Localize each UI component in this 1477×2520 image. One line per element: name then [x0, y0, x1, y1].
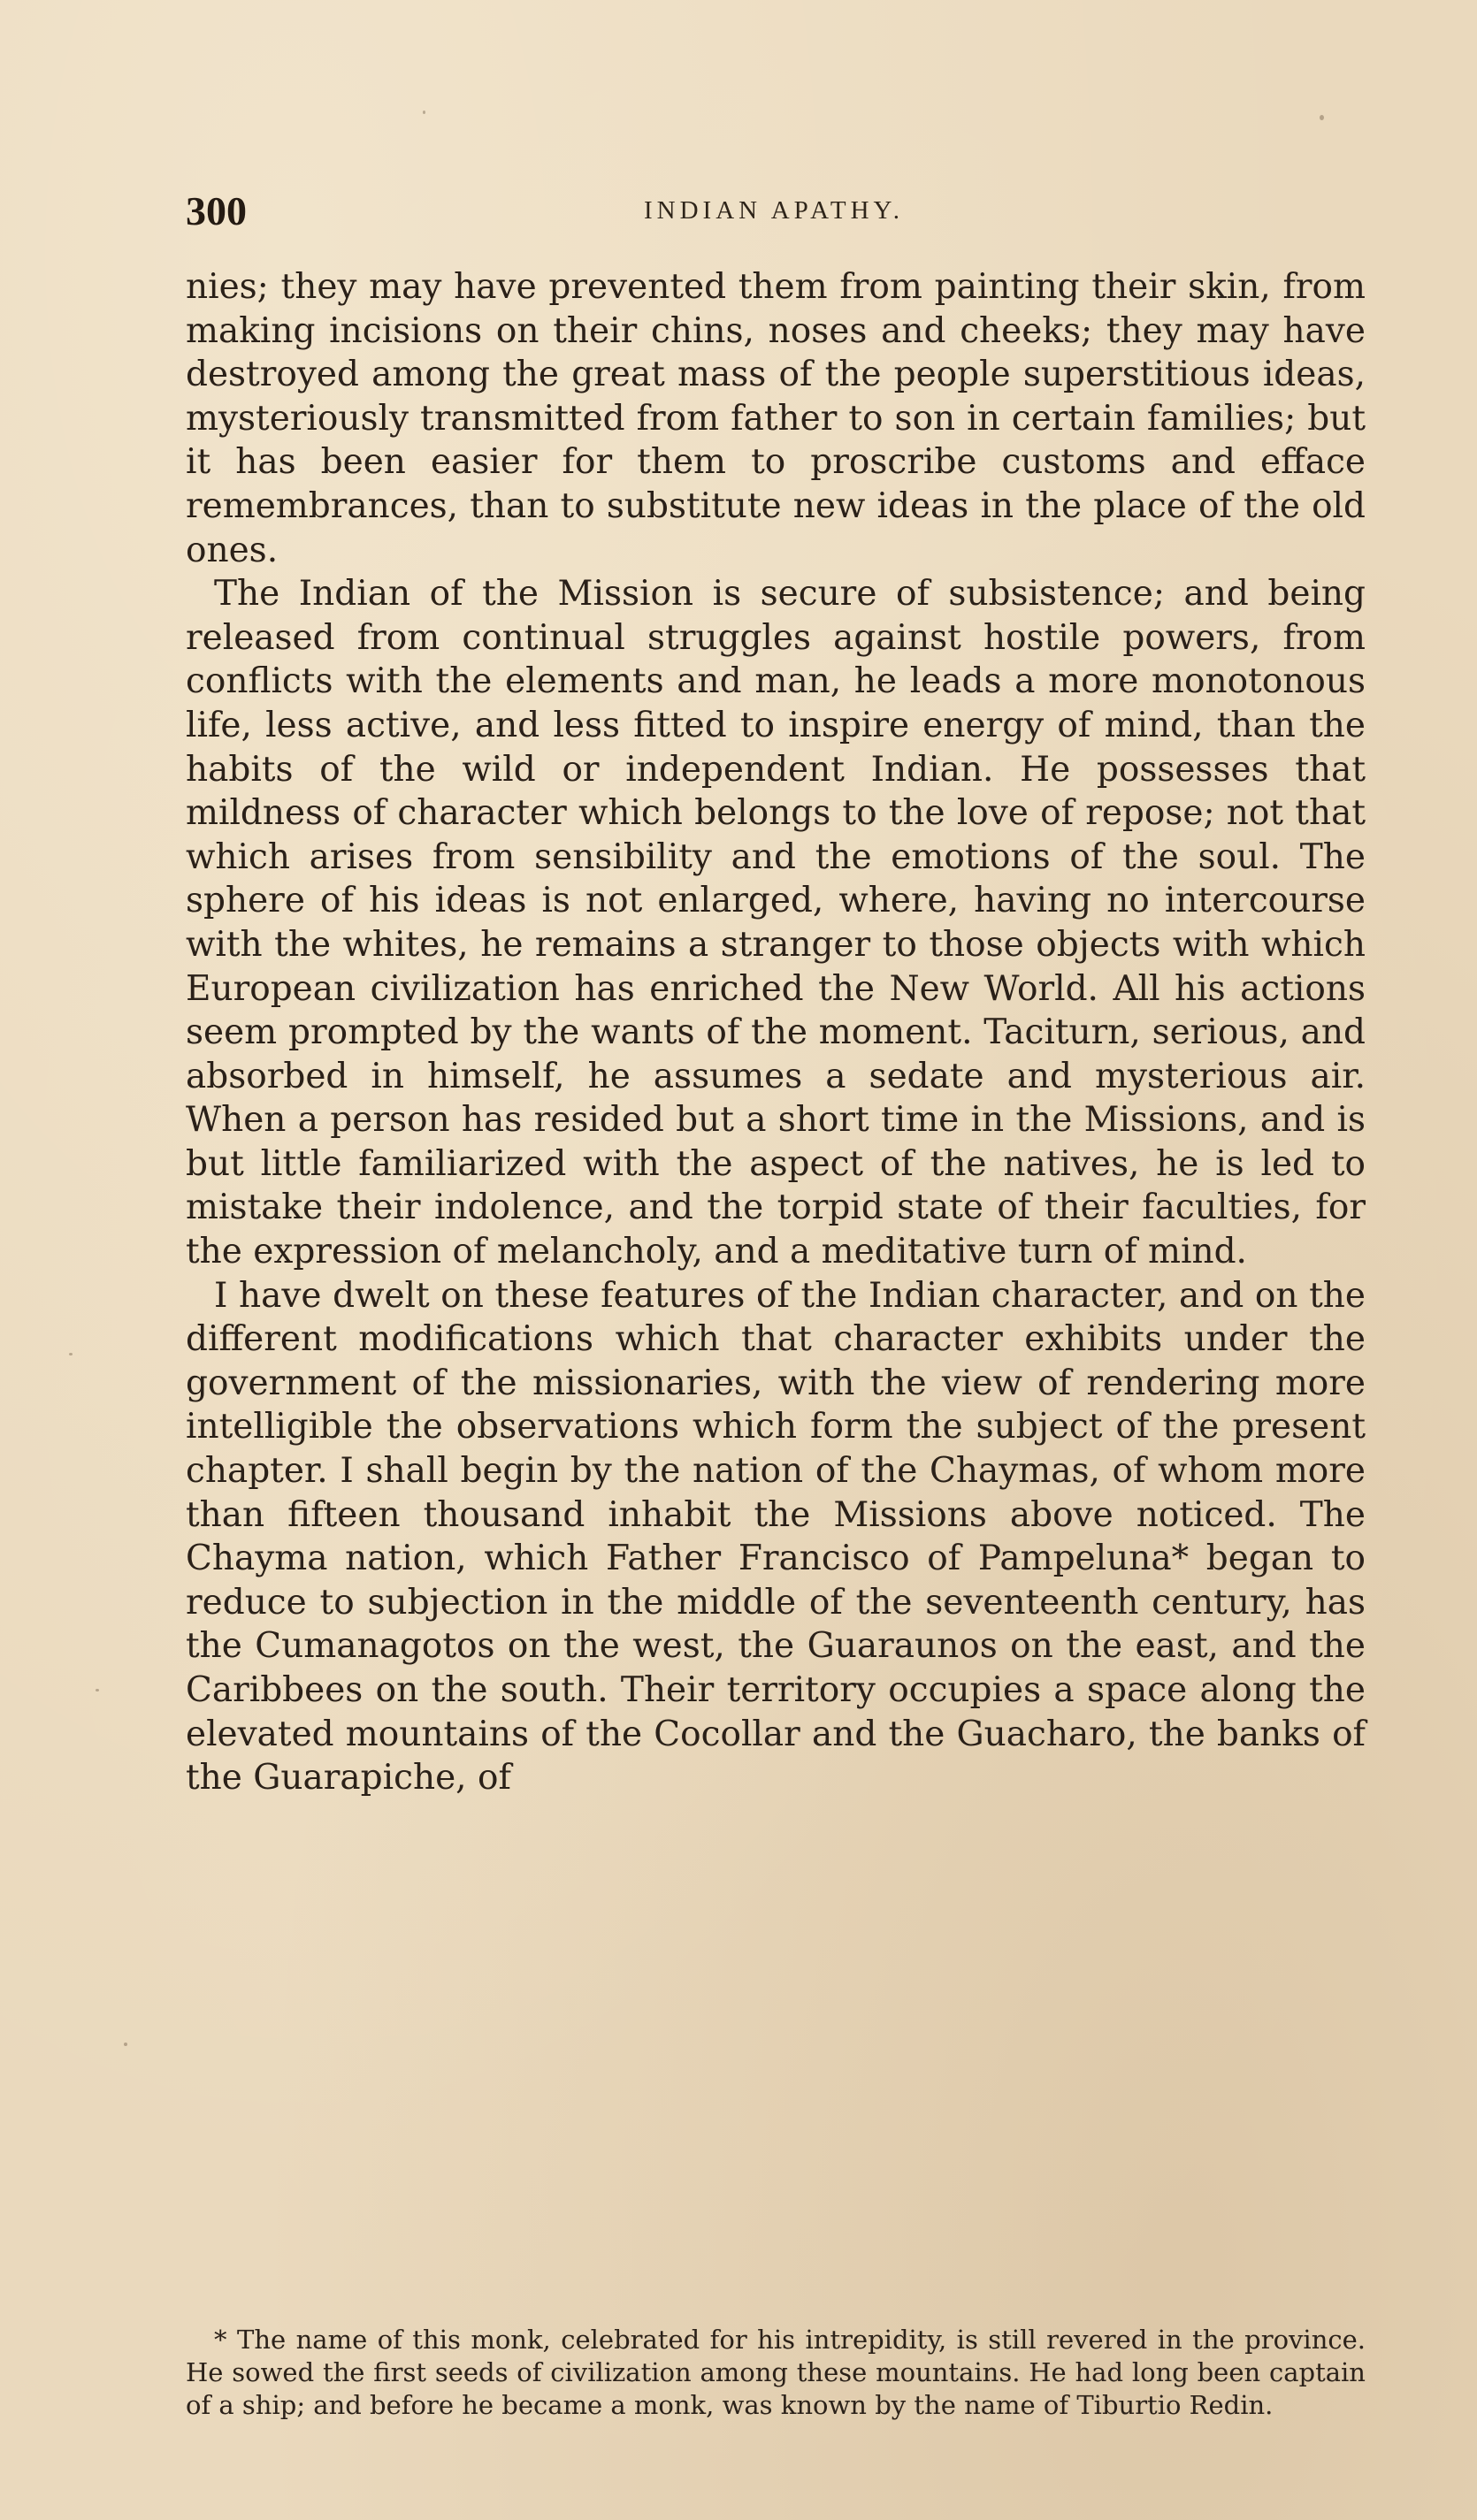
body-text [186, 265, 1366, 1800]
page-header [186, 187, 1362, 241]
running-head: INDIAN APATHY. [644, 196, 904, 225]
paragraph-chaymas: I have dwelt on these features of the Indian character, and on the different modifications which that character exhibits under the government of the missionaries, with the view of rendering more intelligible the observations which form the subject of the present chapter. I shall begin by the nation of the Chaymas, of whom more than fifteen thousand inhabit the Missions above noticed. The Chayma nation, which Father Francisco of Pampeluna* began to reduce to subjection in the middle of the seventeenth century, has the Cumanagotos on the west, the Guaraunos on the east, and the Caribbees on the south. Their territory occupies a space along the elevated mountains of the Cocollar and the Guacharo, the banks of the Guarapiche, of [186, 1275, 1366, 1798]
paragraph-continued: nies; they may have prevented them from painting their skin, from making incisions on their chins, noses and cheeks; they may have destroyed among the great mass of the people superstitious ideas, mysteriously transmitted from father to son in certain families; but it has been easier for them to proscribe customs and efface remembrances, than to substitute new ideas in the place of the old ones. [186, 267, 1366, 570]
paragraph-mission-indian: The Indian of the Mission is secure of subsistence; and being released from continual struggles against hostile powers, from conflicts with the elements and man, he leads a more monotonous life, less active, and less fitted to inspire energy of mind, than the habits of the wild or independent Indian. He possesses that mildness of character which belongs to the love of repose; not that which arises from sensibility and the emotions of the soul. The sphere of his ideas is not enlarged, where, having no intercourse with the whites, he remains a stranger to those objects with which European civilization has enriched the New World. All his actions seem prompted by the wants of the moment. Taciturn, serious, and absorbed in himself, he assumes a sedate and mysterious air. When a person has resided but a short time in the Missions, and is but little familiarized with the aspect of the natives, he is led to mistake their indolence, and the torpid state of their faculties, for the expression of melancholy, and a meditative turn of mind. [186, 574, 1366, 1272]
footnote: * The name of this monk, celebrated for his intrepidity, is still revered in the province. He sowed the first seeds of civilization among these mountains. He had long been captain of a ship; and before he became a monk, was known by the name of Tiburtio Redin. [186, 2325, 1366, 2420]
page-number: 300 [186, 188, 247, 233]
